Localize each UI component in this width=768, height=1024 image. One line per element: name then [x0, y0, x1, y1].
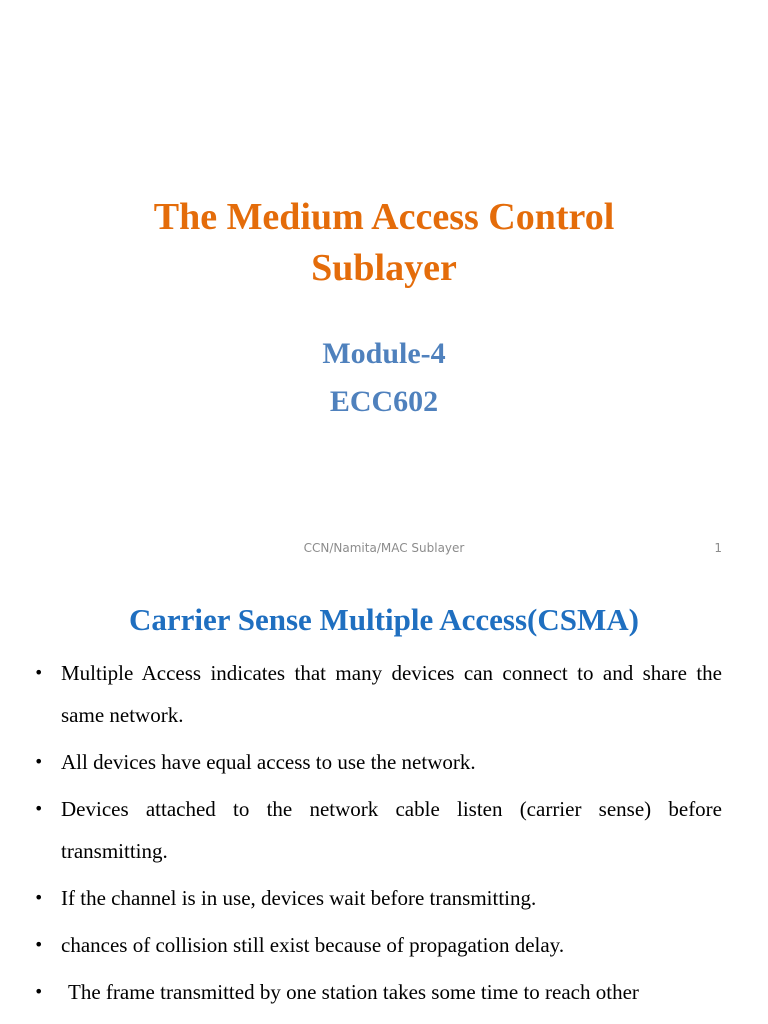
- bullet-text: Multiple Access indicates that many devices can connect to and share the same network.: [61, 661, 722, 727]
- slide-title: [0, 192, 768, 294]
- bullet-item: [34, 788, 722, 872]
- bullet-dot-icon: •: [34, 799, 44, 818]
- bullet-item: [34, 924, 722, 966]
- bullet-item: [34, 652, 722, 736]
- bullet-item: [34, 877, 722, 919]
- slide-2: [0, 576, 768, 1024]
- bullet-dot-icon: •: [34, 982, 44, 1001]
- bullet-dot-icon: •: [34, 663, 44, 682]
- bullet-dot-icon: •: [34, 888, 44, 907]
- slide-subtitle: [0, 330, 768, 426]
- bullet-text: Devices attached to the network cable listen (carrier sense) before transmitting.: [61, 797, 722, 863]
- bullet-text: The frame transmitted by one station takes some time to reach other: [68, 980, 639, 1004]
- bullet-item: [34, 971, 722, 1013]
- course-code: ECC602: [329, 385, 439, 418]
- module-label: Module-4: [322, 337, 446, 370]
- bullet-item: [34, 741, 722, 783]
- bullet-list: [34, 652, 722, 1018]
- bullet-text: If the channel is in use, devices wait before transmitting.: [61, 886, 537, 910]
- bullet-dot-icon: •: [34, 935, 44, 954]
- slide-heading: Carrier Sense Multiple Access(CSMA): [129, 602, 639, 637]
- bullet-dot-icon: •: [34, 752, 44, 771]
- page-number: 1: [714, 541, 722, 555]
- bullet-text: chances of collision still exist because of propagation delay.: [61, 933, 565, 957]
- slide-title-line-1: The Medium Access Control: [153, 196, 615, 238]
- slide-title-line-2: Sublayer: [311, 247, 457, 289]
- bullet-text: All devices have equal access to use the network.: [61, 750, 476, 774]
- slide-footer: CCN/Namita/MAC Sublayer: [303, 541, 465, 555]
